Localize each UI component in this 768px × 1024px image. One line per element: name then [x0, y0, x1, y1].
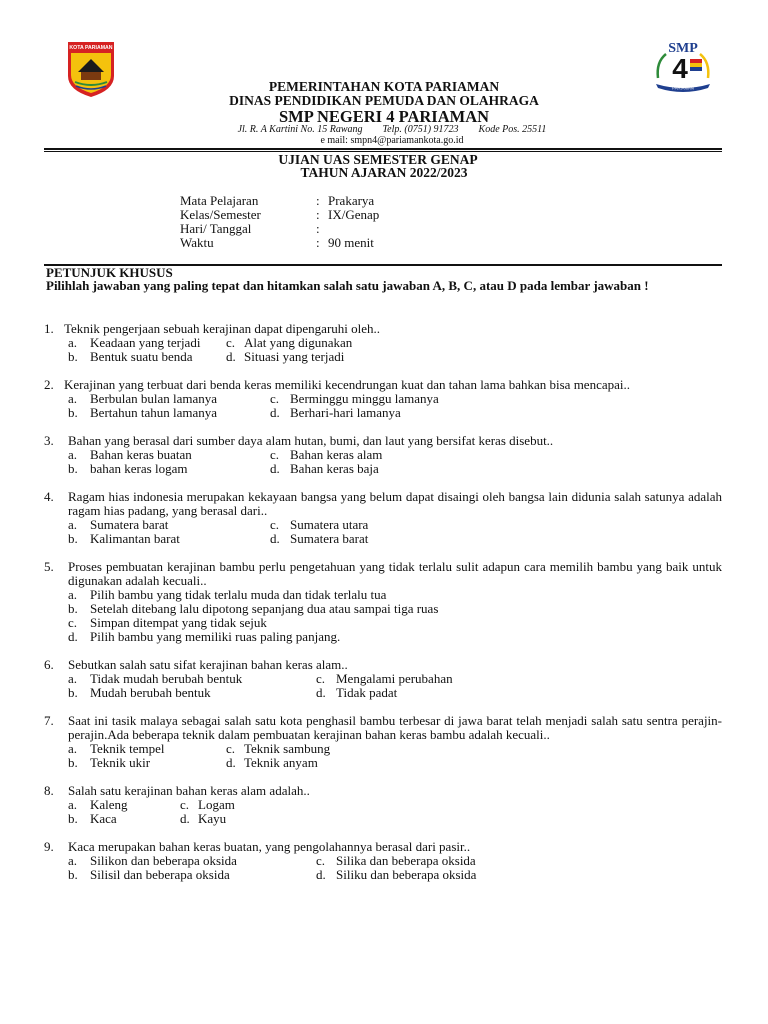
option-b[interactable]: b. Kalimantan barat: [68, 531, 180, 546]
option-b[interactable]: b. Mudah berubah bentuk: [68, 685, 211, 700]
logo-right-ribbon: PARIAMAN: [672, 85, 694, 91]
info-label: Waktu: [180, 235, 214, 250]
option-d[interactable]: d. Sumatera barat: [270, 531, 369, 546]
instructions-text: Pilihlah jawaban yang paling tepat dan hitamkan salah satu jawaban A, B, C, atau D pada lembar jawaban !: [46, 278, 649, 293]
info-row-time: [180, 235, 480, 249]
option-c[interactable]: c. Alat yang digunakan: [226, 335, 353, 350]
info-label: Kelas/Semester: [180, 207, 261, 222]
question-number: 2.: [44, 377, 54, 392]
option-c[interactable]: c. Sumatera utara: [270, 517, 369, 532]
exam-year: TAHUN AJARAN 2022/2023: [300, 165, 468, 180]
option-a[interactable]: a. Sumatera barat: [68, 517, 169, 532]
government-name: PEMERINTAHAN KOTA PARIAMAN: [268, 79, 500, 94]
logo-right-text: SMP: [668, 41, 698, 56]
question-number: 1.: [44, 321, 54, 336]
question-text: Salah satu kerajinan bahan keras alam adalah..: [68, 783, 310, 798]
question-text: Teknik pengerjaan sebuah kerajinan dapat dipengaruhi oleh..: [64, 321, 381, 336]
option-b[interactable]: b. Teknik ukir: [68, 755, 151, 770]
option-a[interactable]: a. Teknik tempel: [68, 741, 165, 756]
logo-left-text: KOTA PARIAMAN: [69, 44, 113, 51]
info-label: Mata Pelajaran: [180, 193, 259, 208]
question-number: 4.: [44, 489, 54, 504]
exam-title: UJIAN UAS SEMESTER GENAP: [278, 152, 478, 167]
question-text: Kaca merupakan bahan keras buatan, yang pengolahannya berasal dari pasir..: [68, 839, 471, 854]
option-c[interactable]: c. Silika dan beberapa oksida: [316, 853, 476, 868]
svg-text:4: 4: [672, 53, 688, 84]
option-c[interactable]: c. Bahan keras alam: [270, 447, 383, 462]
option-c[interactable]: c. Teknik sambung: [226, 741, 331, 756]
option-b[interactable]: b. Setelah ditebang lalu dipotong sepanjang dua atau sampai tiga ruas: [68, 601, 439, 616]
question-number: 9.: [44, 839, 54, 854]
question-number: 3.: [44, 433, 54, 448]
option-d[interactable]: d. Bahan keras baja: [270, 461, 379, 476]
school-name: SMP NEGERI 4 PARIAMAN: [278, 107, 490, 126]
option-a[interactable]: a. Tidak mudah berubah bentuk: [68, 671, 243, 686]
instructions-title: PETUNJUK KHUSUS: [46, 265, 173, 280]
question-number: 8.: [44, 783, 54, 798]
option-a[interactable]: a. Berbulan bulan lamanya: [68, 391, 218, 406]
info-value: IX/Genap: [328, 207, 380, 222]
option-b[interactable]: b. Bertahun tahun lamanya: [68, 405, 218, 420]
school-postal-code: Kode Pos. 25511: [478, 124, 547, 135]
info-row-class: [180, 207, 480, 221]
option-c[interactable]: c. Mengalami perubahan: [316, 671, 453, 686]
question-text: Saat ini tasik malaya sebagai salah satu kota penghasil bambu terbesar di jawa barat telah menjadi salah satu sentra perajin- perajin.Ada beberapa teknik dalam pembuatan kerajinan bahan keras bambu adalah kecuali..: [68, 713, 722, 742]
info-label: Hari/ Tanggal: [180, 221, 252, 236]
option-d[interactable]: d. Situasi yang terjadi: [226, 349, 345, 364]
option-d[interactable]: d. Kayu: [180, 811, 227, 826]
option-b[interactable]: b. Kaca: [68, 811, 117, 826]
info-value: Prakarya: [328, 193, 375, 208]
option-a[interactable]: a. Pilih bambu yang tidak terlalu muda dan tidak terlalu tua: [68, 587, 387, 602]
option-d[interactable]: d. Pilih bambu yang memiliki ruas paling panjang.: [68, 629, 341, 644]
department-name: DINAS PENDIDIKAN PEMUDA DAN OLAHRAGA: [229, 93, 539, 108]
question-number: 5.: [44, 559, 54, 574]
school-address: Jl. R. A Kartini No. 15 Rawang: [237, 124, 363, 135]
option-c[interactable]: c. Logam: [180, 797, 235, 812]
option-c[interactable]: c. Berminggu minggu lamanya: [270, 391, 439, 406]
option-b[interactable]: b. Silisil dan beberapa oksida: [68, 867, 230, 882]
option-b[interactable]: b. Bentuk suatu benda: [68, 349, 193, 364]
option-d[interactable]: d. Berhari-hari lamanya: [270, 405, 401, 420]
option-a[interactable]: a. Kaleng: [68, 797, 128, 812]
school-phone: Telp. (0751) 91723: [382, 124, 459, 135]
question-text: Ragam hias indonesia merupakan kekayaan bangsa yang belum dapat disaingi oleh bangsa lain didunia salah satunya adalah ragam hias padang, yang berasal dari..: [68, 489, 722, 518]
question-text: Kerajinan yang terbuat dari benda keras memiliki kecendrungan kuat dan tahan lama bahkan bisa mencapai..: [64, 377, 630, 392]
school-email: e mail: smpn4@pariamankota.go.id: [320, 135, 464, 146]
info-value: 90 menit: [328, 235, 374, 250]
option-d[interactable]: d. Teknik anyam: [226, 755, 318, 770]
info-row-subject: [180, 193, 480, 207]
school-address-line: [8, 124, 768, 135]
info-row-date: [180, 221, 480, 235]
header-divider: [44, 148, 722, 150]
info-colon: :: [316, 221, 320, 236]
option-c[interactable]: c. Simpan ditempat yang tidak sejuk: [68, 615, 267, 630]
option-a[interactable]: a. Silikon dan beberapa oksida: [68, 853, 237, 868]
info-colon: :: [316, 193, 320, 208]
option-b[interactable]: b. bahan keras logam: [68, 461, 188, 476]
question-number: 6.: [44, 657, 54, 672]
option-d[interactable]: d. Siliku dan beberapa oksida: [316, 867, 477, 882]
option-a[interactable]: a. Keadaan yang terjadi: [68, 335, 201, 350]
question-text: Proses pembuatan kerajinan bambu perlu pengetahuan yang tidak terlalu sulit adapun cara memilih bambu yang baik untuk digunakan adalah kecuali..: [68, 559, 722, 588]
info-colon: :: [316, 235, 320, 250]
option-a[interactable]: a. Bahan keras buatan: [68, 447, 192, 462]
question-text: Bahan yang berasal dari sumber daya alam hutan, bumi, dan laut yang bersifat keras disebut..: [68, 433, 554, 448]
question-number: 7.: [44, 713, 54, 728]
question-text: Sebutkan salah satu sifat kerajinan bahan keras alam..: [68, 657, 348, 672]
info-colon: :: [316, 207, 320, 222]
option-d[interactable]: d. Tidak padat: [316, 685, 398, 700]
